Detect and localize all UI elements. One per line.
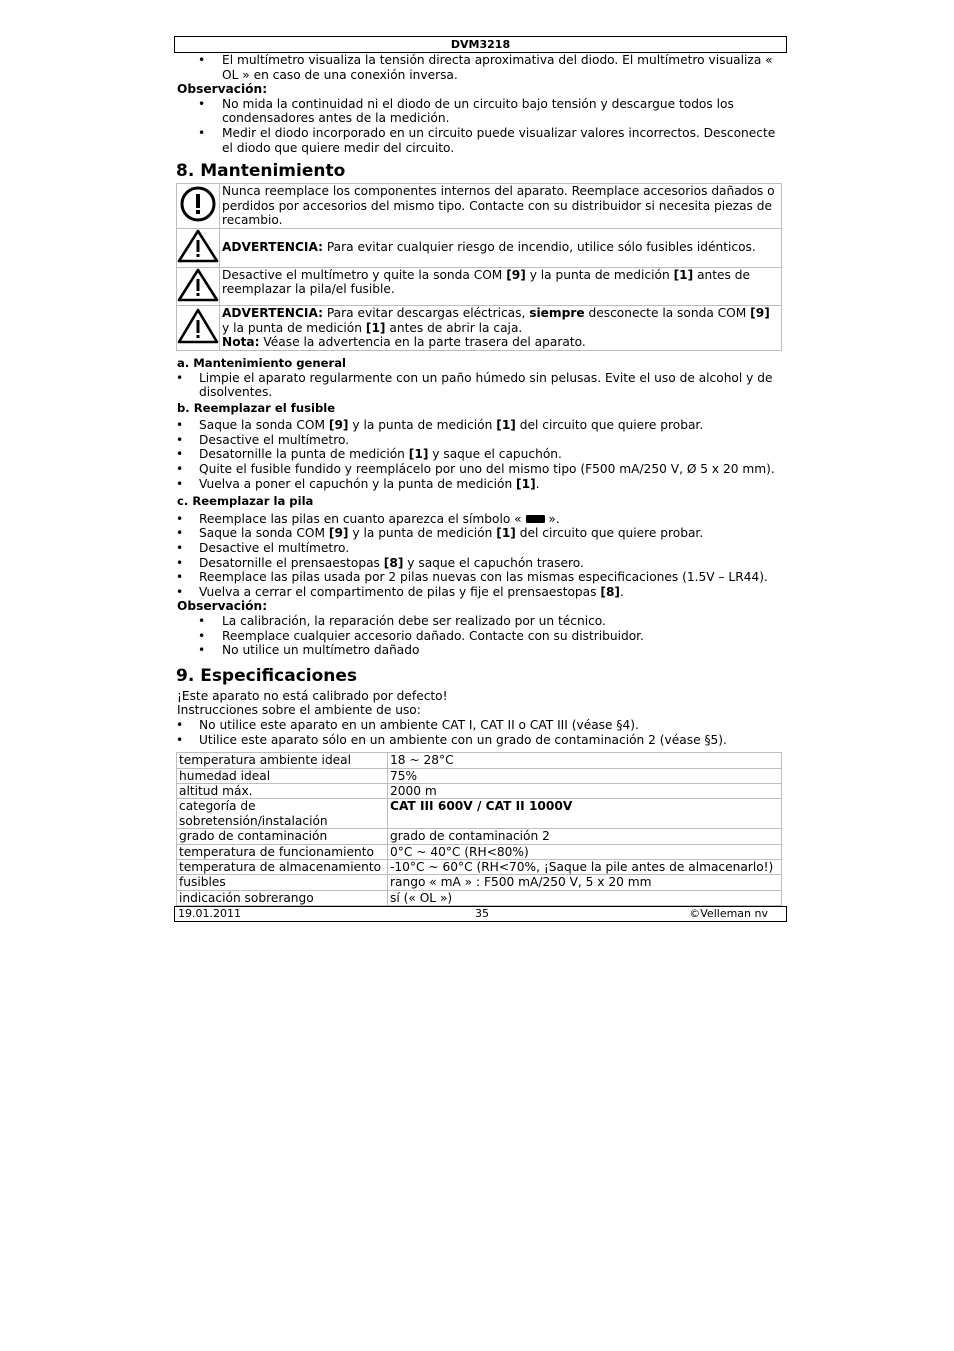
warning-text: ADVERTENCIA: Para evitar cualquier riesgo de incendio, utilice sólo fusibles idénticos. [220, 228, 782, 267]
list-item: • Reemplace cualquier accesorio dañado. Contacte con su distribuidor. [174, 629, 787, 644]
environment-list [174, 718, 787, 747]
list-item: • Reemplace las pilas en cuanto aparezca el símbolo « ». [174, 512, 787, 527]
warning-table [176, 183, 782, 351]
section-9-title: 9. Especificaciones [176, 665, 358, 686]
list-item: • Vuelva a cerrar el compartimento de pilas y fije el prensaestopas [8]. [174, 585, 787, 600]
spec-table [176, 752, 782, 906]
list-item: • Limpie el aparato regularmente con un paño húmedo sin pelusas. Evite el uso de alcohol y de disolventes. [174, 371, 787, 400]
list-item: • Saque la sonda COM [9] y la punta de medición [1] del circuito que quiere probar. [174, 526, 787, 541]
manual-page [174, 36, 787, 922]
table-row: indicación sobrerango sí (« OL ») [177, 890, 782, 905]
list-item: • El multímetro visualiza la tensión directa aproximativa del diodo. El multímetro visualiza « OL » en caso de una conexión inversa. [174, 53, 787, 82]
list-item: • Vuelva a poner el capuchón y la punta de medición [1]. [174, 477, 787, 492]
footer-date: 19.01.2011 [178, 907, 241, 921]
warning-row [177, 267, 782, 306]
warning-row [177, 306, 782, 351]
intro-list [174, 53, 787, 82]
warning-triangle-icon [177, 306, 220, 351]
observation-title: Observación: [177, 82, 268, 97]
observation-list [174, 97, 787, 155]
table-row: categoría de sobretensión/instalación CAT III 600V / CAT II 1000V [177, 799, 782, 829]
header-model: DVM3218 [174, 36, 787, 53]
list-item: • Quite el fusible fundido y reemplácelo por uno del mismo tipo (F500 mA/250 V, Ø 5 x 20 mm). [174, 462, 787, 477]
footer-copyright: ©Velleman nv [689, 907, 768, 921]
warning-text: Desactive el multímetro y quite la sonda COM [9] y la punta de medición [1] antes de reemplazar la pila/el fusible. [220, 267, 782, 306]
list-item: • No mida la continuidad ni el diodo de un circuito bajo tensión y descargue todos los condensadores antes de la medición. [174, 97, 787, 126]
warning-row [177, 228, 782, 267]
list-item: • No utilice este aparato en un ambiente CAT I, CAT II o CAT III (véase §4). [174, 718, 787, 733]
table-row: temperatura de funcionamiento 0°C ~ 40°C (RH<80%) [177, 844, 782, 859]
subsection-c-title: c. Reemplazar la pila [177, 494, 314, 509]
page-number: 35 [475, 907, 489, 921]
list-item: • Desactive el multímetro. [174, 541, 787, 556]
list-item: • Desatornille la punta de medición [1] y saque el capuchón. [174, 447, 787, 462]
observation-list [174, 614, 787, 658]
warning-text: Nunca reemplace los componentes internos del aparato. Reemplace accesorios dañados o perdidos por accesorios del mismo tipo. Contacte con su distribuidor si necesita piezas de recambio. [220, 184, 782, 229]
environment-instructions: Instrucciones sobre el ambiente de uso: [177, 703, 421, 718]
subsection-b-title: b. Reemplazar el fusible [177, 400, 336, 415]
table-row: fusibles rango « mA » : F500 mA/250 V, 5 x 20 mm [177, 875, 782, 890]
maintenance-list [174, 371, 787, 400]
table-row: altitud máx. 2000 m [177, 783, 782, 798]
table-row: temperatura ambiente ideal 18 ~ 28°C [177, 753, 782, 768]
section-8-title: 8. Mantenimiento [176, 161, 346, 182]
table-row: temperatura de almacenamiento -10°C ~ 60°C (RH<70%, ¡Saque la pile antes de almacenarlo!) [177, 860, 782, 875]
fuse-list [174, 418, 787, 491]
battery-list [174, 512, 787, 600]
exclamation-circle-icon [177, 184, 220, 229]
list-item: • Saque la sonda COM [9] y la punta de medición [1] del circuito que quiere probar. [174, 418, 787, 433]
list-item: • Medir el diodo incorporado en un circuito puede visualizar valores incorrectos. Desconecte el diodo que quiere medir del circuito. [174, 126, 787, 155]
list-item: • La calibración, la reparación debe ser realizado por un técnico. [174, 614, 787, 629]
warning-row [177, 184, 782, 229]
table-row: humedad ideal 75% [177, 768, 782, 783]
warning-triangle-icon [177, 228, 220, 267]
calibration-note: ¡Este aparato no está calibrado por defecto! [177, 688, 448, 703]
page-footer [174, 906, 787, 922]
list-item: • Desactive el multímetro. [174, 433, 787, 448]
warning-triangle-icon [177, 267, 220, 306]
list-item: • No utilice un multímetro dañado [174, 643, 787, 658]
subsection-a-title: a. Mantenimiento general [177, 355, 347, 370]
battery-icon [526, 515, 545, 523]
list-item: • Utilice este aparato sólo en un ambiente con un grado de contaminación 2 (véase §5). [174, 733, 787, 748]
warning-text: ADVERTENCIA: Para evitar descargas eléctricas, siempre desconecte la sonda COM [9] y la punta de medición [1] antes de abrir la caja. Nota: Véase la advertencia en la parte trasera del aparato. [220, 306, 782, 351]
list-item: • Desatornille el prensaestopas [8] y saque el capuchón trasero. [174, 556, 787, 571]
observation-title: Observación: [177, 599, 268, 614]
list-item: • Reemplace las pilas usada por 2 pilas nuevas con las mismas especificaciones (1.5V – LR44). [174, 570, 787, 585]
table-row: grado de contaminación grado de contaminación 2 [177, 829, 782, 844]
